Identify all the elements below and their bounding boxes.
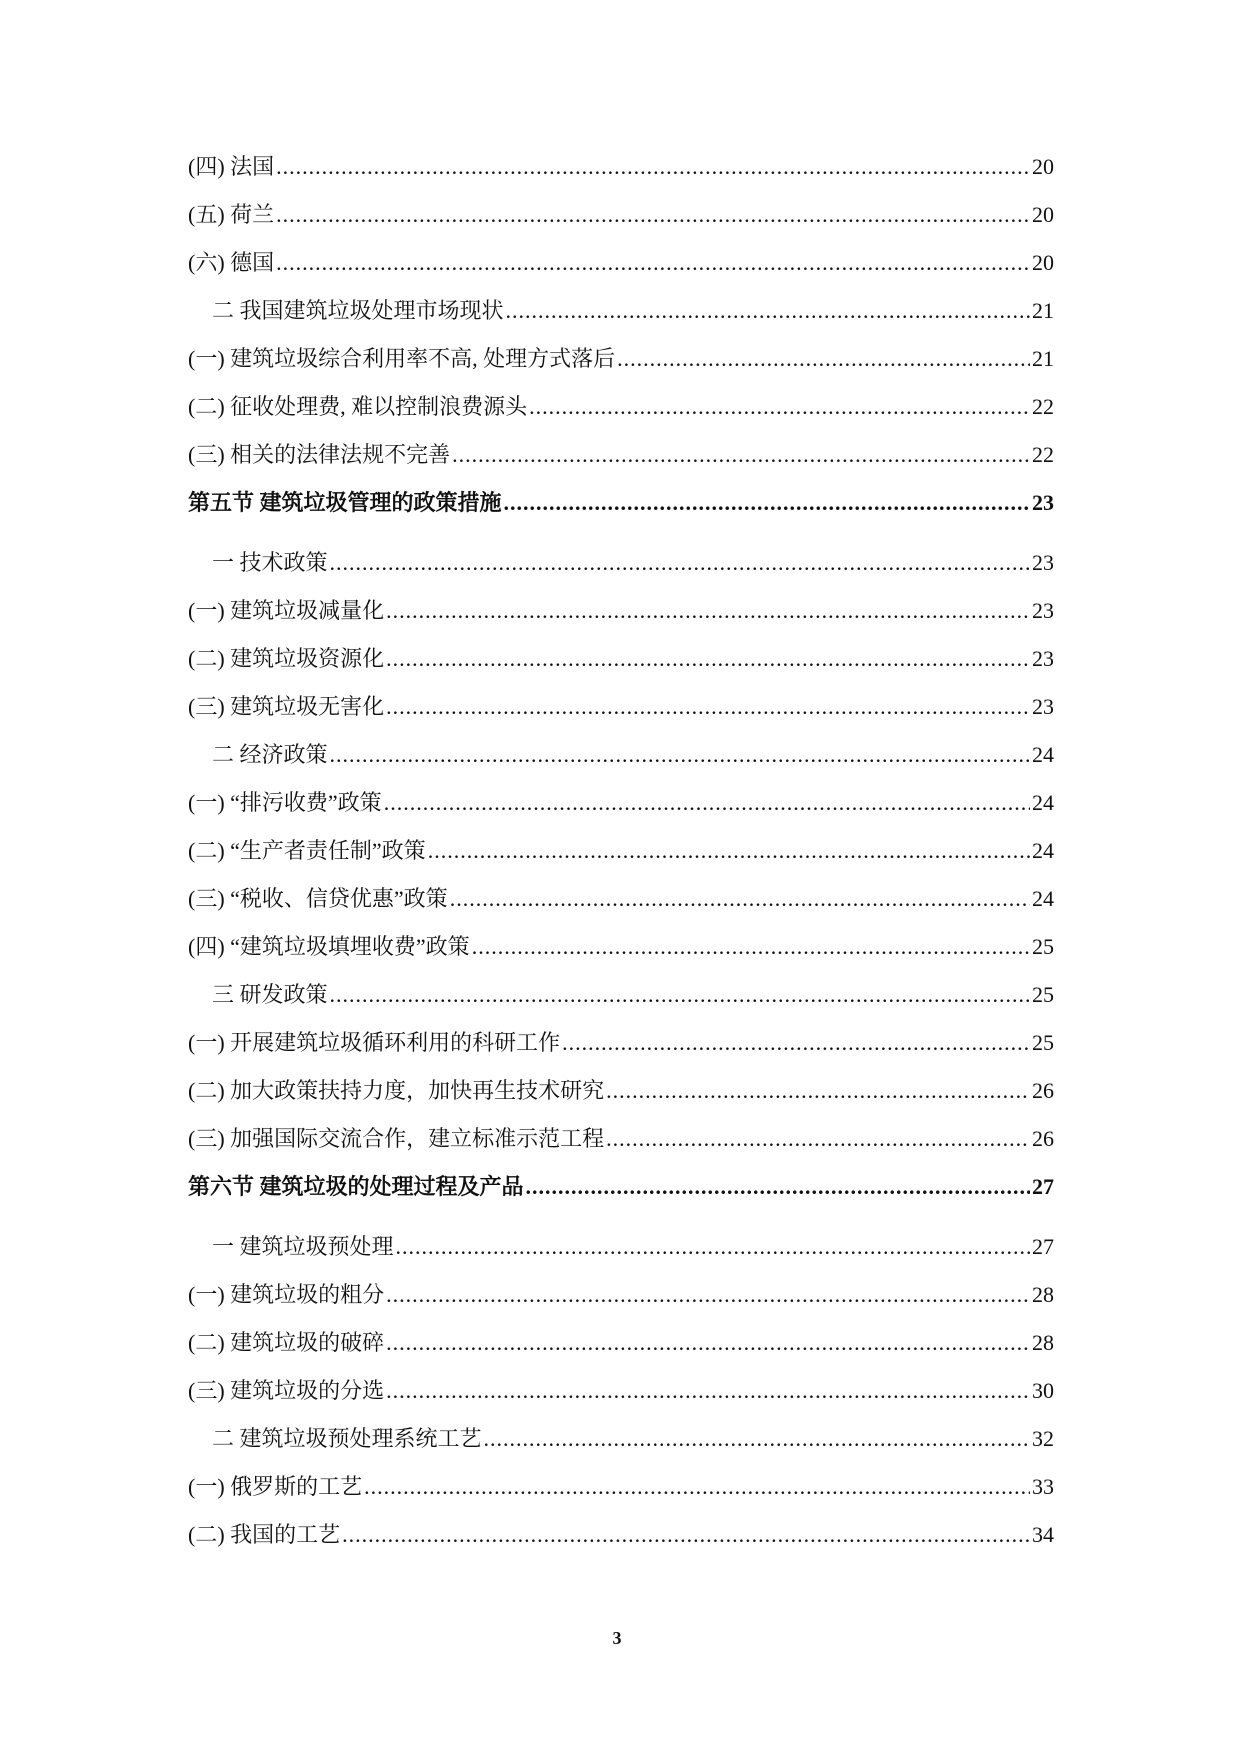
toc-entry-page: 20 [1032,154,1054,179]
toc-entry-label: (二) “生产者责任制”政策 [188,838,426,863]
toc-entry-page: 21 [1032,298,1054,323]
toc-entry-page: 26 [1032,1126,1054,1151]
toc-entry-page: 24 [1032,742,1054,767]
toc-entry-page: 21 [1032,346,1054,371]
toc-dot-leader [606,1124,1030,1154]
toc-dot-leader [396,1232,1030,1262]
toc-entry-label: (四) 法国 [188,154,275,179]
toc-entry[interactable] [188,1472,1054,1502]
toc-entry-page: 27 [1032,1234,1054,1259]
toc-section-entry[interactable] [188,1172,1054,1202]
toc-dot-leader [386,596,1030,626]
toc-entry-label: (三) “税收、信贷优惠”政策 [188,886,448,911]
toc-entry[interactable] [188,248,1054,278]
toc-entry-label: (三) 相关的法律法规不完善 [188,442,451,467]
toc-entry-page: 34 [1032,1522,1054,1547]
toc-entry[interactable] [188,152,1054,182]
toc-entry-page: 25 [1032,982,1054,1007]
toc-entry-label: (三) 建筑垃圾无害化 [188,694,385,719]
page-number: 3 [612,1628,622,1648]
toc-entry-page: 24 [1032,790,1054,815]
toc-entry-page: 27 [1032,1174,1054,1199]
toc-section-entry[interactable] [188,488,1054,518]
toc-entry[interactable] [188,296,1054,326]
toc-entry[interactable] [188,1232,1054,1262]
table-of-contents [188,152,1054,1568]
toc-entry-page: 32 [1032,1426,1054,1451]
toc-entry-page: 23 [1032,550,1054,575]
toc-entry[interactable] [188,548,1054,578]
toc-dot-leader [386,644,1030,674]
toc-entry-label: 二 建筑垃圾预处理系统工艺 [212,1426,482,1451]
toc-entry[interactable] [188,1028,1054,1058]
toc-dot-leader [330,548,1030,578]
toc-entry[interactable] [188,932,1054,962]
toc-dot-leader [562,1028,1030,1058]
toc-dot-leader [276,152,1030,182]
toc-entry-page: 20 [1032,202,1054,227]
toc-entry-label: (三) 建筑垃圾的分选 [188,1378,385,1403]
toc-entry[interactable] [188,1280,1054,1310]
toc-entry[interactable] [188,440,1054,470]
toc-entry-label: (一) 建筑垃圾的粗分 [188,1282,385,1307]
toc-entry-label: (二) 我国的工艺 [188,1522,341,1547]
toc-entry[interactable] [188,980,1054,1010]
toc-entry-page: 23 [1032,598,1054,623]
toc-entry[interactable] [188,1424,1054,1454]
toc-entry[interactable] [188,1376,1054,1406]
toc-entry[interactable] [188,1328,1054,1358]
toc-entry-page: 26 [1032,1078,1054,1103]
toc-entry-label: (四) “建筑垃圾填埋收费”政策 [188,934,470,959]
toc-entry-page: 30 [1032,1378,1054,1403]
toc-entry[interactable] [188,788,1054,818]
toc-entry-page: 20 [1032,250,1054,275]
toc-entry-label: 二 我国建筑垃圾处理市场现状 [212,298,504,323]
toc-entry-page: 22 [1032,394,1054,419]
toc-entry-label: (二) 建筑垃圾资源化 [188,646,385,671]
toc-dot-leader [276,248,1030,278]
toc-dot-leader [364,1472,1030,1502]
toc-entry-label: 第五节 建筑垃圾管理的政策措施 [188,490,502,515]
toc-entry-page: 33 [1032,1474,1054,1499]
toc-entry-label: (二) 建筑垃圾的破碎 [188,1330,385,1355]
toc-entry-label: (一) 建筑垃圾减量化 [188,598,385,623]
toc-dot-leader [529,392,1030,422]
toc-entry-page: 23 [1032,646,1054,671]
toc-entry-label: (五) 荷兰 [188,202,275,227]
toc-dot-leader [342,1520,1030,1550]
toc-entry-page: 24 [1032,886,1054,911]
toc-dot-leader [384,788,1030,818]
toc-dot-leader [526,1172,1030,1202]
toc-dot-leader [276,200,1030,230]
toc-entry[interactable] [188,884,1054,914]
toc-entry-label: (三) 加强国际交流合作，建立标准示范工程 [188,1126,605,1151]
toc-dot-leader [330,980,1030,1010]
toc-entry-label: (一) “排污收费”政策 [188,790,382,815]
toc-entry[interactable] [188,692,1054,722]
toc-entry[interactable] [188,836,1054,866]
toc-entry-label: (一) 开展建筑垃圾循环利用的科研工作 [188,1030,561,1055]
toc-entry-label: 三 研发政策 [212,982,328,1007]
toc-entry-label: 二 经济政策 [212,742,328,767]
toc-entry[interactable] [188,1520,1054,1550]
toc-entry-label: (六) 德国 [188,250,275,275]
toc-entry-page: 22 [1032,442,1054,467]
toc-dot-leader [428,836,1030,866]
toc-dot-leader [617,344,1030,374]
toc-entry-label: 一 建筑垃圾预处理 [212,1234,394,1259]
toc-entry-label: 第六节 建筑垃圾的处理过程及产品 [188,1174,524,1199]
toc-dot-leader [330,740,1030,770]
toc-dot-leader [386,692,1030,722]
toc-entry[interactable] [188,200,1054,230]
toc-entry[interactable] [188,644,1054,674]
toc-dot-leader [472,932,1030,962]
toc-dot-leader [386,1376,1030,1406]
toc-dot-leader [484,1424,1030,1454]
toc-entry-page: 23 [1032,694,1054,719]
toc-dot-leader [452,440,1030,470]
toc-entry[interactable] [188,344,1054,374]
toc-dot-leader [450,884,1030,914]
toc-dot-leader [606,1076,1030,1106]
toc-entry-page: 24 [1032,838,1054,863]
toc-dot-leader [504,488,1030,518]
toc-entry-label: (二) 加大政策扶持力度，加快再生技术研究 [188,1078,605,1103]
toc-entry[interactable] [188,1124,1054,1154]
toc-entry[interactable] [188,596,1054,626]
toc-entry-label: (一) 建筑垃圾综合利用率不高, 处理方式落后 [188,346,616,371]
toc-entry-page: 23 [1032,490,1054,515]
toc-dot-leader [506,296,1030,326]
toc-dot-leader [386,1328,1030,1358]
toc-dot-leader [386,1280,1030,1310]
toc-entry-label: (二) 征收处理费, 难以控制浪费源头 [188,394,528,419]
toc-entry[interactable] [188,740,1054,770]
toc-entry-page: 28 [1032,1330,1054,1355]
toc-entry-label: (一) 俄罗斯的工艺 [188,1474,363,1499]
toc-entry-page: 25 [1032,1030,1054,1055]
toc-entry-label: 一 技术政策 [212,550,328,575]
toc-entry-page: 28 [1032,1282,1054,1307]
toc-entry[interactable] [188,392,1054,422]
toc-entry-page: 25 [1032,934,1054,959]
toc-entry[interactable] [188,1076,1054,1106]
